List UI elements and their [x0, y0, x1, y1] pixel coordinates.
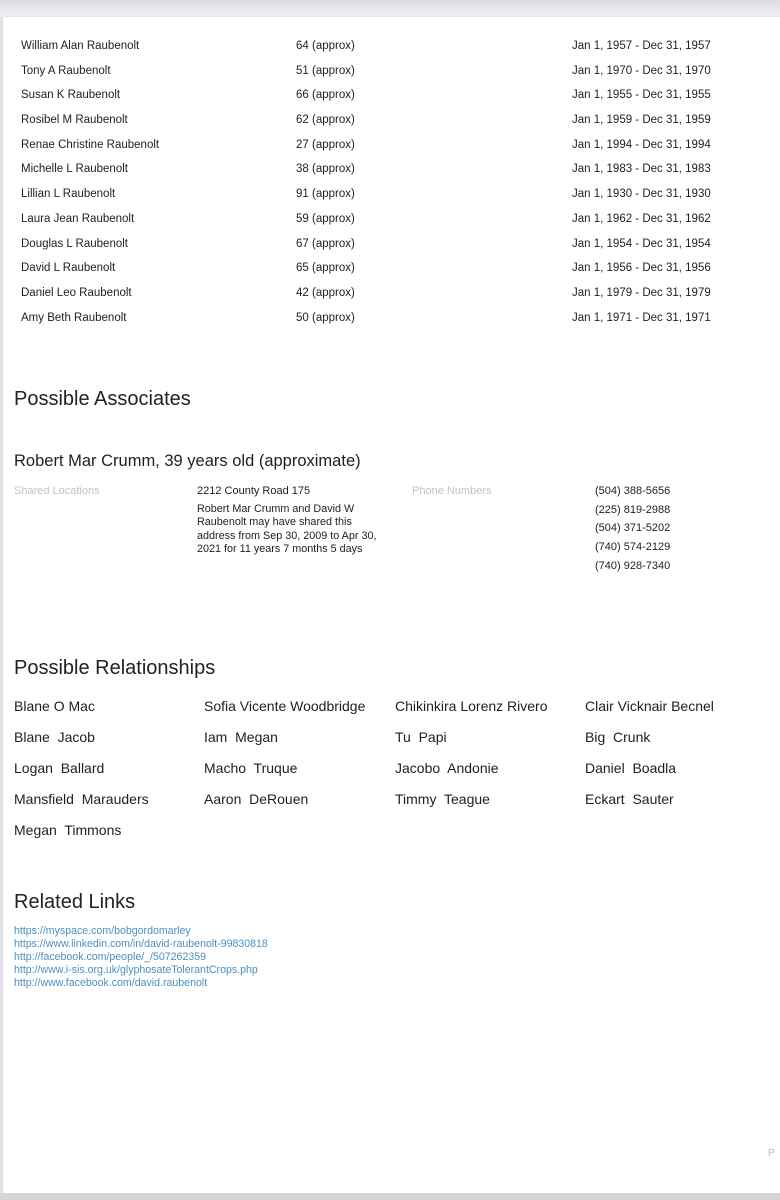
table-row: [17, 306, 757, 331]
relative-dates: Jan 1, 1956 - Dec 31, 1956: [572, 262, 711, 275]
bottom-edge: [0, 1193, 780, 1200]
relationship-item: Clair Vicknair Becnel: [585, 698, 714, 714]
relationship-item: Tu Papi: [395, 729, 447, 745]
relative-age: 51 (approx): [296, 64, 355, 77]
relative-name: Daniel Leo Raubenolt: [21, 286, 132, 299]
relative-age: 59 (approx): [296, 212, 355, 225]
table-row: [17, 133, 757, 158]
relative-dates: Jan 1, 1979 - Dec 31, 1979: [572, 286, 711, 299]
table-row: [17, 108, 757, 133]
relationship-item: Daniel Boadla: [585, 760, 677, 776]
address-line: 2212 County Road 175: [197, 485, 311, 497]
relationship-item: Blane O Mac: [14, 698, 95, 714]
relative-age: 50 (approx): [296, 311, 355, 324]
relative-age: 27 (approx): [296, 138, 355, 151]
relationship-item: Megan Timmons: [14, 822, 122, 838]
table-row: [17, 59, 757, 84]
relationship-item: Macho Truque: [204, 760, 298, 776]
relative-name: William Alan Raubenolt: [21, 40, 140, 52]
table-row: [17, 182, 757, 207]
top-edge: [0, 0, 780, 17]
relative-age: 91 (approx): [296, 188, 355, 201]
phone-number: (740) 574-2129: [595, 541, 671, 554]
table-row: [17, 157, 757, 182]
table-row: [17, 232, 757, 257]
relative-age: 67 (approx): [296, 237, 355, 250]
associates-heading: Possible Associates: [14, 388, 191, 410]
table-row: [17, 83, 757, 108]
table-row: [17, 207, 757, 232]
address-note: Robert Mar Crumm and David W Raubenolt may have shared this address from Sep 30, 2009 to Apr 30, 2021 for 11 years 7 months 5 days: [197, 503, 377, 556]
phone-numbers-label: Phone Numbers: [412, 485, 492, 497]
relative-dates: Jan 1, 1962 - Dec 31, 1962: [572, 212, 711, 225]
relative-age: 62 (approx): [296, 114, 355, 127]
relative-dates: Jan 1, 1957 - Dec 31, 1957: [572, 40, 711, 52]
relationship-item: Jacobo Andonie: [395, 760, 499, 776]
relatives-table: [17, 34, 757, 330]
shared-locations-label: Shared Locations: [14, 485, 100, 497]
relative-name: Tony A Raubenolt: [21, 64, 111, 77]
phone-number: (225) 819-2988: [595, 503, 671, 516]
relative-age: 38 (approx): [296, 163, 355, 176]
related-links-heading: Related Links: [14, 891, 136, 913]
relative-name: Laura Jean Raubenolt: [21, 212, 135, 225]
related-link[interactable]: http://facebook.com/people/_/507262359: [14, 951, 207, 963]
table-row: [17, 281, 757, 306]
relative-dates: Jan 1, 1983 - Dec 31, 1983: [572, 163, 711, 176]
relationship-item: Chikinkira Lorenz Rivero: [395, 698, 548, 714]
phone-number: (504) 371-5202: [595, 522, 671, 535]
relative-name: Michelle L Raubenolt: [21, 163, 128, 176]
phone-list: [595, 484, 670, 577]
relative-name: Amy Beth Raubenolt: [21, 311, 127, 324]
relationship-item: Timmy Teague: [395, 791, 490, 807]
relationships-heading: Possible Relationships: [14, 657, 216, 679]
relationship-item: Eckart Sauter: [585, 791, 674, 807]
phone-number: (504) 388-5656: [595, 485, 671, 497]
page-marker: P: [768, 1148, 775, 1159]
relative-dates: Jan 1, 1930 - Dec 31, 1930: [572, 188, 711, 201]
relative-name: Lillian L Raubenolt: [21, 188, 116, 201]
associate-name: Robert Mar Crumm, 39 years old (approximate): [14, 452, 361, 470]
table-row: [17, 34, 757, 59]
relative-dates: Jan 1, 1971 - Dec 31, 1971: [572, 311, 711, 324]
relationship-item: Mansfield Marauders: [14, 791, 149, 807]
relative-age: 64 (approx): [296, 40, 355, 52]
relationship-item: Blane Jacob: [14, 729, 95, 745]
relative-name: Renae Christine Raubenolt: [21, 138, 160, 151]
relative-dates: Jan 1, 1955 - Dec 31, 1955: [572, 89, 711, 102]
relationship-item: Big Crunk: [585, 729, 651, 745]
related-link[interactable]: https://www.linkedin.com/in/david-raubenolt-99830818: [14, 938, 268, 950]
related-links-list: [14, 925, 268, 990]
related-link[interactable]: http://www.facebook.com/david.raubenolt: [14, 977, 208, 989]
table-row: [17, 256, 757, 281]
related-link[interactable]: https://myspace.com/bobgordomarley: [14, 925, 191, 937]
relationship-item: Aaron DeRouen: [204, 791, 309, 807]
shared-address: [197, 484, 387, 557]
relationship-item: Logan Ballard: [14, 760, 105, 776]
phone-number: (740) 928-7340: [595, 559, 671, 572]
relative-age: 65 (approx): [296, 262, 355, 275]
related-link[interactable]: http://www.i-sis.org.uk/glyphosateTolerantCrops.php: [14, 964, 258, 976]
relative-dates: Jan 1, 1959 - Dec 31, 1959: [572, 114, 711, 127]
relative-dates: Jan 1, 1954 - Dec 31, 1954: [572, 237, 711, 250]
relative-dates: Jan 1, 1994 - Dec 31, 1994: [572, 138, 711, 151]
relationship-item: Iam Megan: [204, 729, 278, 745]
relative-age: 42 (approx): [296, 286, 355, 299]
relative-age: 66 (approx): [296, 89, 355, 102]
relationship-item: Sofia Vicente Woodbridge: [204, 698, 366, 714]
relative-name: Susan K Raubenolt: [21, 89, 121, 102]
relative-name: Douglas L Raubenolt: [21, 237, 128, 250]
relative-dates: Jan 1, 1970 - Dec 31, 1970: [572, 64, 711, 77]
relative-name: Rosibel M Raubenolt: [21, 114, 128, 127]
relative-name: David L Raubenolt: [21, 262, 116, 275]
